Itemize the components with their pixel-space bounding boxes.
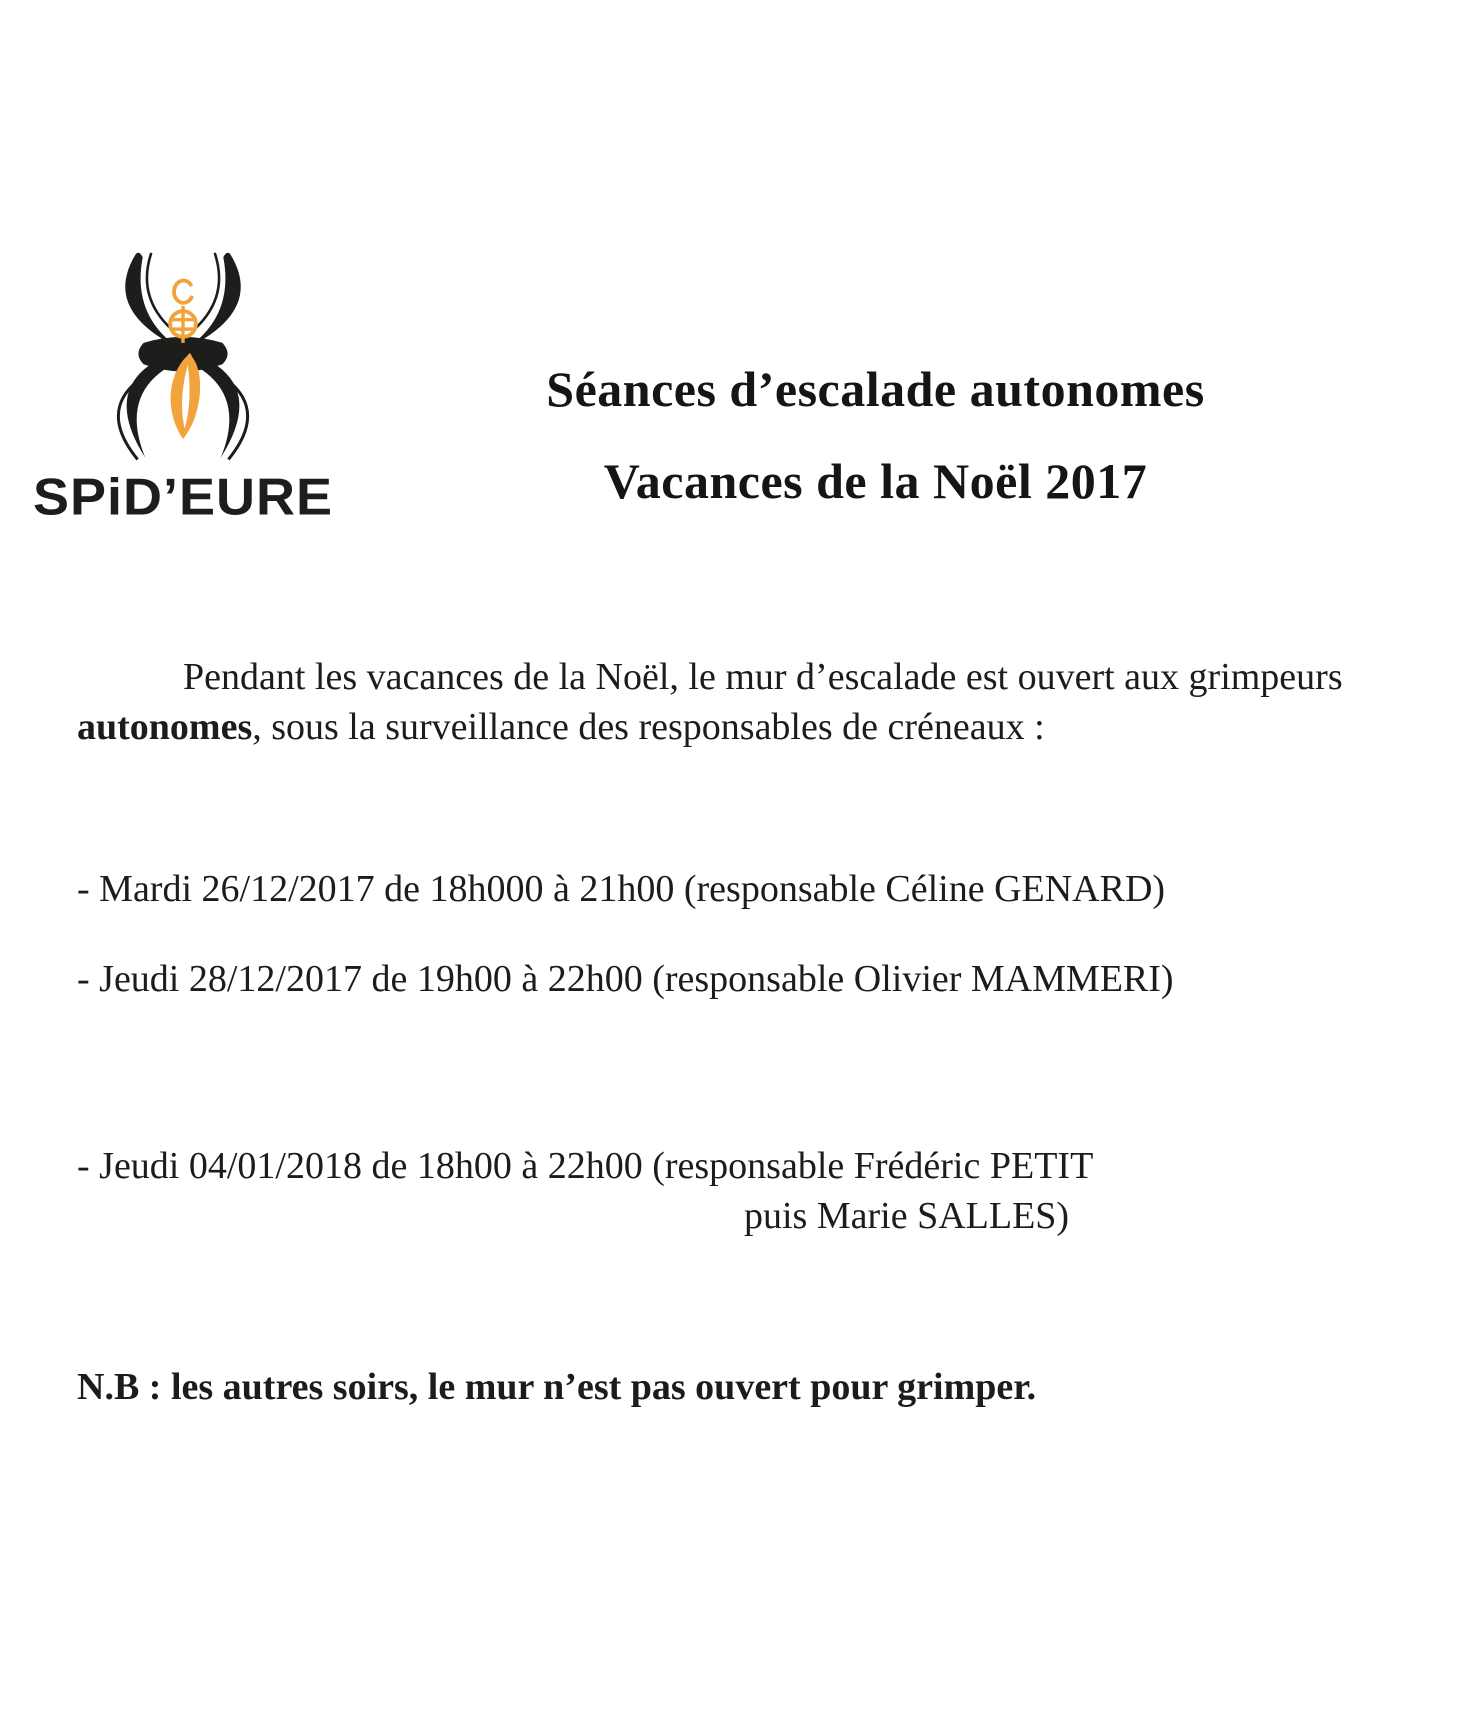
intro-text-after: , sous la surveillance des responsables de créneaux : xyxy=(252,706,1045,748)
session-item-continuation: puis Marie SALLES) xyxy=(744,1195,1070,1237)
intro-paragraph xyxy=(77,652,1391,752)
session-item-line: - Jeudi 04/01/2018 de 18h00 à 22h00 (responsable Frédéric PETIT xyxy=(77,1145,1094,1187)
session-item: - Jeudi 28/12/2017 de 19h00 à 22h00 (responsable Olivier MAMMERI) xyxy=(77,958,1174,1000)
title-line-2: Vacances de la Noël 2017 xyxy=(603,453,1148,509)
spideure-logo xyxy=(10,252,356,528)
document-title xyxy=(360,361,1391,509)
intro-text-before: Pendant les vacances de la Noël, le mur d’escalade est ouvert aux grimpeurs xyxy=(183,656,1343,698)
spider-icon xyxy=(97,252,269,462)
logo-wordmark: SPiD’EURE xyxy=(32,468,334,526)
intro-text-bold: autonomes xyxy=(77,706,253,748)
session-item xyxy=(77,1141,1401,1241)
title-line-1: Séances d’escalade autonomes xyxy=(546,361,1205,417)
note-line: N.B : les autres soirs, le mur n’est pas ouvert pour grimper. xyxy=(77,1366,1037,1408)
session-item: - Mardi 26/12/2017 de 18h000 à 21h00 (responsable Céline GENARD) xyxy=(77,868,1166,910)
